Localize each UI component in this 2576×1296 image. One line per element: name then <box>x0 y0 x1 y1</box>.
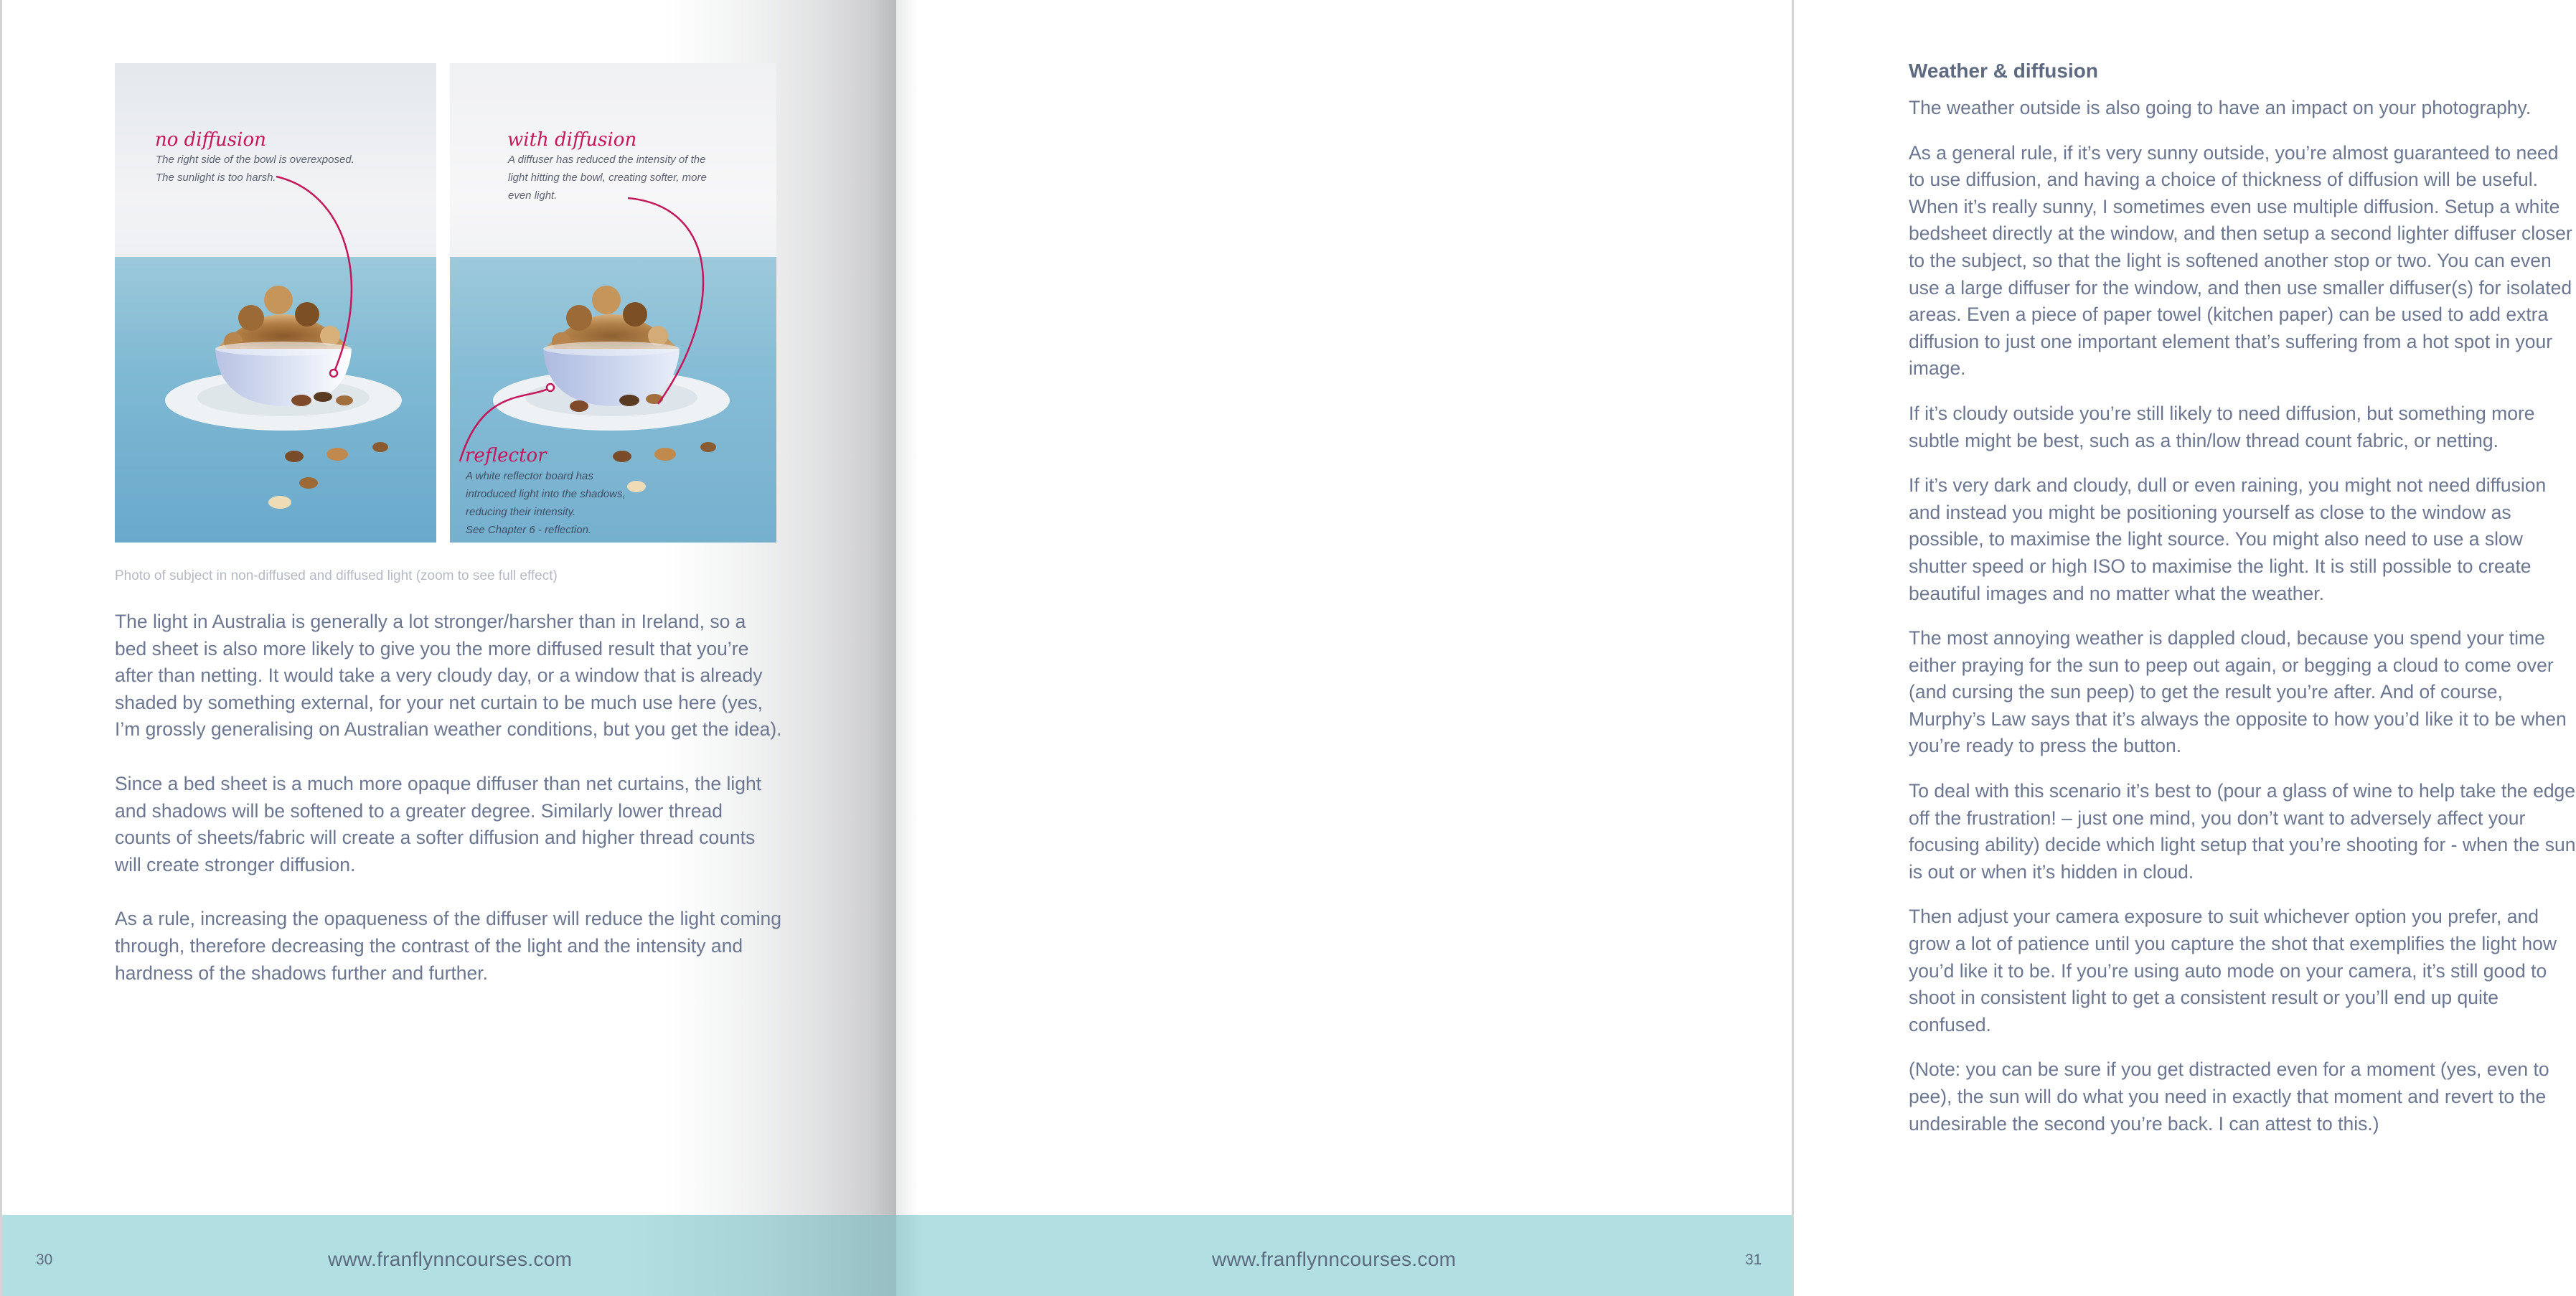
website-link[interactable]: www.franflynncourses.com <box>1212 1248 1457 1270</box>
photo-no-diffusion <box>115 63 436 543</box>
left-body-text <box>115 609 782 1014</box>
reflector-note <box>466 467 626 539</box>
no-diffusion-note <box>156 151 354 187</box>
note-line: reducing their intensity. <box>466 506 576 518</box>
paragraph: If it’s cloudy outside you’re still likely to need diffusion, but something more subtle might be best, such as a thin/low thread count fabric, or netting. <box>1909 402 2535 451</box>
with-diffusion-label: with diffusion <box>507 129 637 151</box>
page-number: 31 <box>1745 1252 1762 1268</box>
photo-with-diffusion <box>450 63 776 543</box>
note-line: The sunlight is too harsh. <box>156 172 276 184</box>
right-body-text <box>1909 57 2576 1155</box>
photo-caption: Photo of subject in non-diffused and diffused light (zoom to see full effect) <box>115 568 558 583</box>
paragraph: The light in Australia is generally a lot stronger/harsher than in Ireland, so a bed sheet is also more likely to give you the more diffused result that you’re after than netting. It would take a very cloudy day, or a window that is already shaded by something external, for your net curtain to be much use here (yes, I’m grossly generalising on Australian weather conditions, but you get the idea). <box>115 611 782 741</box>
note-line: A white reflector board has <box>466 470 593 482</box>
note-line: A diffuser has reduced the intensity of the <box>508 154 706 166</box>
reflector-label: reflector <box>465 445 547 466</box>
note-line: The right side of the bowl is overexposed. <box>156 154 354 166</box>
paragraph: As a general rule, if it’s very sunny outside, you’re almost guaranteed to need to use diffusion, and having a choice of thickness of diffusion will be useful. When it’s really sunny, I sometimes even use multiple diffusion. Setup a white bedsheet directly at the window, and then setup a second lighter diffuser closer to the subject, so that the light is softened another stop or two. You can even use a large diffuser for the window, and then use smaller diffuser(s) for isolated areas. Even a piece of paper towel (kitchen paper) can be used to add extra diffusion to just one important element that’s suffering from a hot spot in your image. <box>1909 141 2572 380</box>
note-line: See Chapter 6 - reflection. <box>466 524 592 536</box>
with-diffusion-note <box>508 151 707 205</box>
note-line: even light. <box>508 189 558 202</box>
note-line: light hitting the bowl, creating softer, more <box>508 172 707 184</box>
spread-right-edge <box>1792 0 1794 1296</box>
note-line: introduced light into the shadows, <box>466 488 626 500</box>
paragraph: To deal with this scenario it’s best to (pour a glass of wine to help take the edge off the frustration! – just one mind, you don’t want to adversely affect your focusing ability) decide which light setup that you’re shooting for - when the sun is out or when it’s hidden in cloud. <box>1909 780 2576 883</box>
spread-left-edge <box>0 0 2 1296</box>
paragraph: If it’s very dark and cloudy, dull or even raining, you might not need diffusion and instead you might be positioning yourself as close to the window as possible, to maximise the light source. You might also need to use a slow shutter speed or high ISO to maximise the light. It is still possible to create beautiful images and no matter what the weather. <box>1909 474 2547 604</box>
left-page <box>0 0 896 1296</box>
no-diffusion-label: no diffusion <box>155 129 266 151</box>
paragraph: The weather outside is also going to have an impact on your photography. <box>1909 97 2532 118</box>
paragraph: (Note: you can be sure if you get distracted even for a moment (yes, even to pee), the sun will do what you need in exactly that moment and revert to the undesirable the second you’re back. I can attest to this.) <box>1909 1058 2549 1135</box>
page-number: 30 <box>36 1252 53 1268</box>
website-link[interactable]: www.franflynncourses.com <box>328 1248 573 1270</box>
paragraph: Then adjust your camera exposure to suit whichever option you prefer, and grow a lot of patience until you capture the shot that exemplifies the light how you’d like it to be. If you’re using auto mode on your camera, it’s still good to shoot in consistent light to get a consistent result or you’ll end up quite confused. <box>1909 906 2557 1036</box>
paragraph: Since a bed sheet is a much more opaque diffuser than net curtains, the light and shadows will be softened to a greater degree. Similarly lower thread counts of sheets/fabric will create a softer diffusion and higher thread counts will create stronger diffusion. <box>115 772 762 875</box>
section-heading: Weather & diffusion <box>1909 60 2098 82</box>
right-page <box>896 0 2576 1296</box>
paragraph: As a rule, increasing the opaqueness of the diffuser will reduce the light coming through, therefore decreasing the contrast of the light and the intensity and hardness of the shadows further and further. <box>115 908 782 984</box>
paragraph: The most annoying weather is dappled cloud, because you spend your time either praying for the sun to peep out again, or begging a cloud to come over (and cursing the sun peep) to get the result you’re after. And of course, Murphy’s Law says that it’s always the opposite to how you’d like it to be when you’re ready to press the button. <box>1909 627 2567 757</box>
